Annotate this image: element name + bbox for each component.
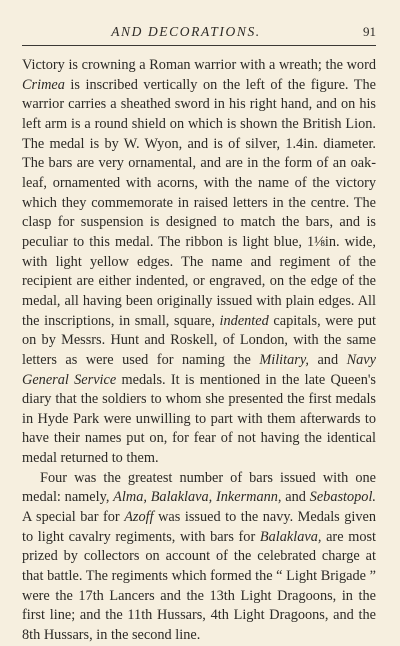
italic-term: Balaklava, bbox=[259, 528, 322, 545]
text-run: Four was the greatest number of bars issued with one medal: namely, bbox=[22, 469, 376, 506]
italic-term: Military, bbox=[259, 351, 309, 368]
running-head: AND DECORATIONS. bbox=[111, 24, 261, 39]
italic-term: Navy General Service bbox=[22, 351, 376, 388]
text-run: A special bar for bbox=[22, 509, 125, 526]
page-number: 91 bbox=[363, 24, 376, 39]
header-rule bbox=[22, 45, 376, 46]
paragraph-2 bbox=[22, 469, 376, 646]
text-run: capitals, were put on by Messrs. Hunt and Roskell, of London, with the same letters as were used for naming the bbox=[22, 312, 377, 368]
text-run: is inscribed vertically on the left of the figure. The warrior carries a sheathed sword in his right hand, and on his left arm is a round shield on which is shown the British Lion. The medal is by W. Wyon, and is of silver, 1.4in. diameter. The bars are very ornamental, and are in the form of an oak-leaf, ornamented with acorns, with the name of the victory which they commemorate in raised letters in the centre. The clasp for suspension is designed to match the bars, and is peculiar to this medal. The ribbon is light blue, 1⅛in. wide, with light yellow edges. The name and regiment of the recipient are either indented, or engraved, on the edge of the medal, all having been originally issued with plain edges. All the inscriptions, in small, square, bbox=[22, 76, 376, 329]
italic-term: Alma, Balaklava, Inkermann, bbox=[113, 489, 282, 506]
italic-term: Sebastopol. bbox=[309, 489, 376, 506]
text-run: and bbox=[281, 489, 310, 506]
italic-term: Crimea bbox=[22, 76, 65, 93]
text-run: was issued to the navy. Medals given to light cavalry regiments, with bars for bbox=[22, 509, 377, 545]
text-run: are most prized by collectors on account of the celebrated charge at that battle. The regiments which formed the “ Light Brigade ” were the 17th Lancers and the 13th Light Dragoons, in the first line; and the 11th Hussars, 4th Light Dragoons, and the 8th Hussars, in the second line. bbox=[22, 528, 376, 644]
italic-term: Azoff bbox=[124, 509, 154, 526]
body-text bbox=[22, 56, 376, 646]
text-run: and bbox=[308, 351, 347, 368]
paragraph-1 bbox=[22, 56, 376, 469]
page-header bbox=[22, 0, 376, 40]
italic-term: indented bbox=[219, 312, 269, 329]
text-run: medals. It is mentioned in the late Queen's diary that the soldiers to whom she presented the first medals in Hyde Park were unwilling to part with them afterwards to have their names put on, for fear of not having the identical medal returned to them. bbox=[22, 371, 376, 467]
text-run: Victory is crowning a Roman warrior with a wreath; the word bbox=[22, 57, 376, 73]
